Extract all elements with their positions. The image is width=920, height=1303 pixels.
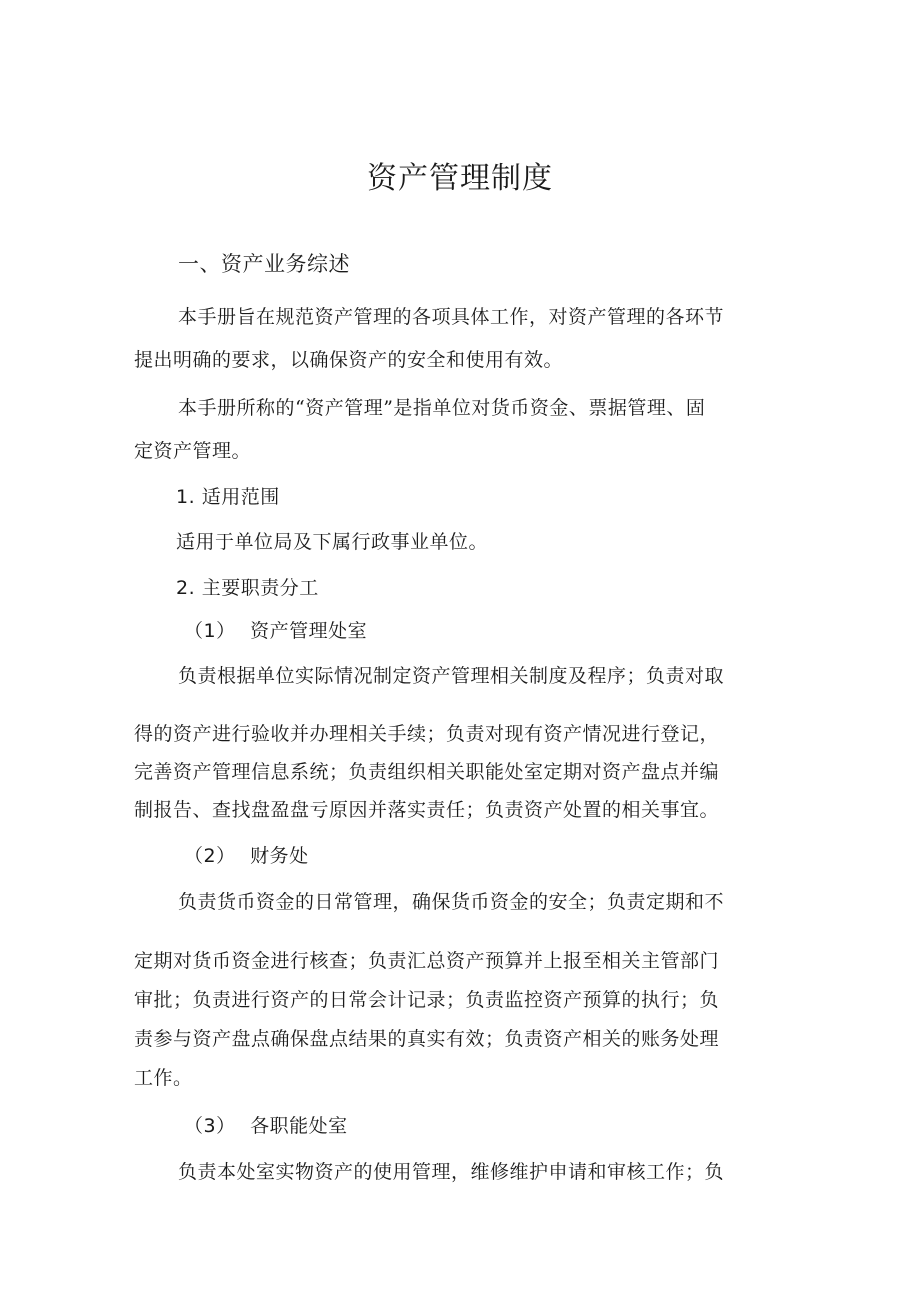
section-heading-1: 一、资产业务综述 bbox=[178, 252, 350, 276]
duties-heading bbox=[176, 576, 319, 600]
intro-paragraph-1-line-2: 提出明确的要求，以确保资产的安全和使用有效。 bbox=[134, 349, 564, 371]
page-title: 资产管理制度 bbox=[367, 161, 553, 196]
scope-heading bbox=[176, 485, 280, 509]
duty-3-label: （3） bbox=[184, 1115, 236, 1137]
duty-1-line-1: 负责根据单位实际情况制定资产管理相关制度及程序；负责对取 bbox=[178, 665, 725, 687]
scope-number: 1. bbox=[176, 486, 196, 508]
intro-paragraph-2-line-1: 本手册所称的“资产管理”是指单位对货币资金、票据管理、固 bbox=[178, 397, 706, 419]
intro-paragraph-1-line-1: 本手册旨在规范资产管理的各项具体工作，对资产管理的各环节 bbox=[178, 306, 725, 328]
duty-3-name: 各职能处室 bbox=[250, 1115, 348, 1137]
duties-heading-text: 主要职责分工 bbox=[201, 577, 319, 599]
duty-1-line-3: 完善资产管理信息系统；负责组织相关职能处室定期对资产盘点并编 bbox=[134, 761, 720, 783]
duty-3-heading bbox=[184, 1114, 348, 1138]
duty-2-line-5: 工作。 bbox=[134, 1067, 193, 1089]
duty-2-line-3: 审批；负责进行资产的日常会计记录；负责监控资产预算的执行；负 bbox=[134, 989, 720, 1011]
scope-text: 适用于单位局及下属行政事业单位。 bbox=[176, 531, 489, 553]
intro-paragraph-2-line-2: 定资产管理。 bbox=[134, 440, 252, 462]
duty-2-label: （2） bbox=[184, 845, 236, 867]
duty-2-line-2: 定期对货币资金进行核查；负责汇总资产预算并上报至相关主管部门 bbox=[134, 950, 720, 972]
duty-2-heading bbox=[184, 844, 309, 868]
duty-2-line-1: 负责货币资金的日常管理，确保货币资金的安全；负责定期和不 bbox=[178, 891, 725, 913]
duty-2-name: 财务处 bbox=[250, 845, 309, 867]
duties-number: 2. bbox=[176, 577, 196, 599]
scope-heading-text: 适用范围 bbox=[201, 486, 280, 508]
duty-1-line-4: 制报告、查找盘盈盘亏原因并落实责任；负责资产处置的相关事宜。 bbox=[134, 799, 720, 821]
duty-1-label: （1） bbox=[184, 620, 236, 642]
duty-2-line-4: 责参与资产盘点确保盘点结果的真实有效；负责资产相关的账务处理 bbox=[134, 1028, 720, 1050]
duty-1-name: 资产管理处室 bbox=[250, 620, 368, 642]
duty-1-line-2: 得的资产进行验收并办理相关手续；负责对现有资产情况进行登记， bbox=[134, 723, 720, 745]
duty-3-line-1: 负责本处室实物资产的使用管理，维修维护申请和审核工作；负 bbox=[178, 1161, 725, 1183]
duty-1-heading bbox=[184, 619, 367, 643]
